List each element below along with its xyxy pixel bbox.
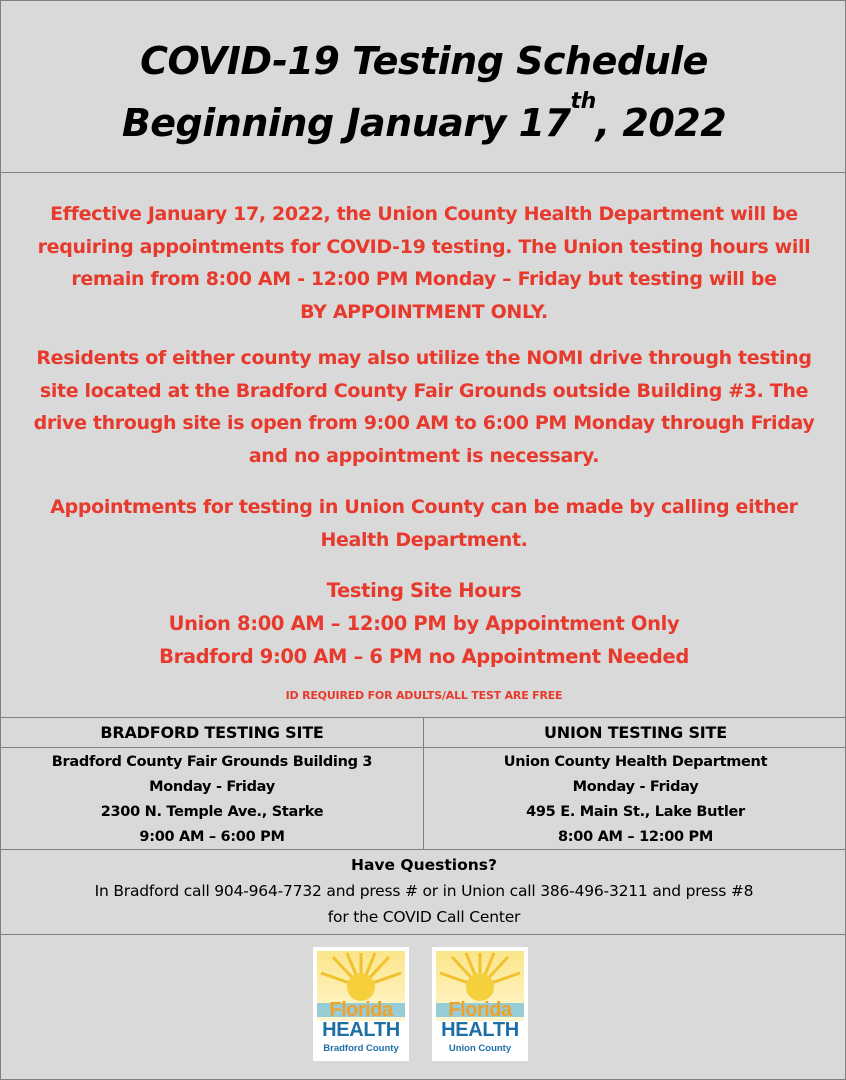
- questions-phone-line: In Bradford call 904-964-7732 and press # or in Union call 386-496-3211 and press #8: [94, 882, 754, 900]
- union-site-days: Monday - Friday: [572, 779, 699, 795]
- title-block: [1, 1, 846, 173]
- union-site-column: [424, 718, 846, 850]
- bradford-site-column: [1, 718, 424, 850]
- union-site-address: 495 E. Main St., Lake Butler: [526, 804, 745, 820]
- florida-health-bradford-logo: Florida HEALTH Bradford County: [313, 947, 409, 1061]
- testing-sites-table: [1, 717, 846, 849]
- bradford-site-location: Bradford County Fair Grounds Building 3: [51, 754, 373, 770]
- questions-call-center-line: for the COVID Call Center: [327, 908, 521, 926]
- appointment-notice: Effective January 17, 2022, the Union County Health Department will be requiring appointments for COVID-19 testing. The Union testing hours will remain from 8:00 AM - 12:00 PM Monday – Friday but testing will be BY APPOINTMENT ONLY.: [37, 203, 811, 323]
- page-subtitle: Beginning January 17th, 2022: [121, 89, 727, 145]
- questions-title: Have Questions?: [350, 856, 498, 874]
- bradford-site-address: 2300 N. Temple Ave., Starke: [100, 804, 324, 820]
- id-required-note: ID REQUIRED FOR ADULTS/ALL TEST ARE FREE: [285, 689, 563, 702]
- calling-notice: Appointments for testing in Union County can be made by calling either Health Department.: [50, 496, 798, 551]
- bradford-site-heading: BRADFORD TESTING SITE: [1, 718, 423, 748]
- testing-site-hours: Testing Site Hours Union 8:00 AM – 12:00 PM by Appointment Only Bradford 9:00 AM – 6 PM no Appointment Needed: [159, 579, 689, 668]
- drive-through-notice: Residents of either county may also utilize the NOMI drive through testing site located at the Bradford County Fair Grounds outside Building #3. The drive through site is open from 9:00 AM to 6:00 PM Monday through Friday and no appointment is necessary.: [33, 347, 815, 467]
- union-site-location: Union County Health Department: [503, 754, 768, 770]
- page-title: COVID-19 Testing Schedule: [140, 39, 708, 83]
- bradford-site-hours: 9:00 AM – 6:00 PM: [139, 829, 285, 845]
- florida-health-union-logo: Florida HEALTH Union County: [432, 947, 528, 1061]
- union-site-hours: 8:00 AM – 12:00 PM: [558, 829, 713, 845]
- union-site-heading: UNION TESTING SITE: [424, 718, 846, 748]
- bradford-site-days: Monday - Friday: [149, 779, 275, 795]
- questions-section: [1, 849, 846, 935]
